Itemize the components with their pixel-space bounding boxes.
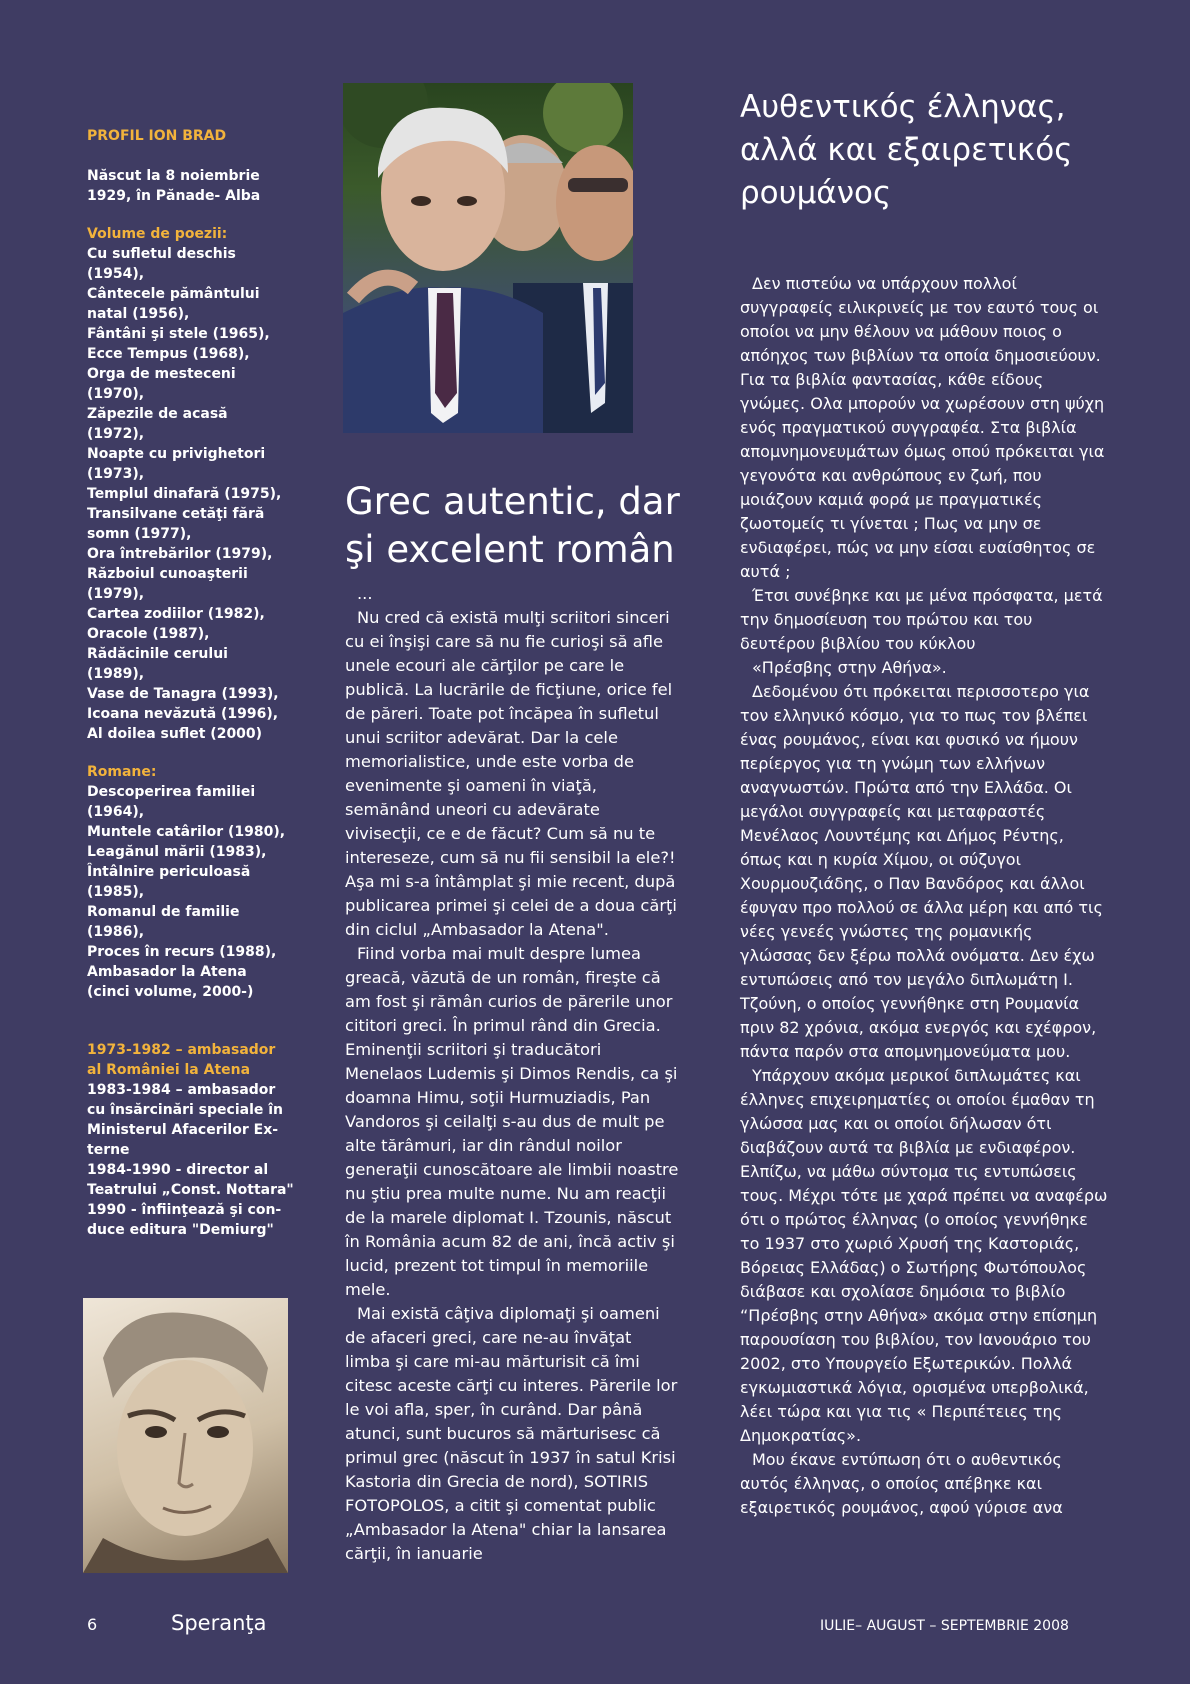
ro-paragraph: Mai există câţiva diplomaţi şi oameni de afaceri greci, care ne-au învăţat limba şi care mi-au mărturisit că îmi citesc aceste cărţi cu interes. Părerile lor le voi afla, sper, în curând. Dar până atunci, sunt bucuros să mărturisesc că primul grec (născut în 1937 în satul Krisi Kastoria din Grecia de nord), SOTIRIS FOTOPOLOS, a citit şi comentat public „Ambasador la Atena" chiar la lansarea cărţii, în ianuarie — [345, 1304, 678, 1563]
birth-info: Născut la 8 noiembrie 1929, în Pănade- Alba — [87, 168, 261, 204]
ro-paragraph: Fiind vorba mai mult despre lumea greacă, văzută de un român, fireşte că am fost şi rămân curios de părerile unor cititori greci. În primul rând din Grecia. Eminenţii scriitori şi traducători Menelaos Ludemis şi Dimos Rendis, ca şi doamna Himu, soţii Hurmuziadis, Pan Vandoros şi ceilalţi s-au dus de mult pe alte tărâmuri, iar din rândul noilor generaţii cunoscătoare ale limbii noastre nu ştiu prea multe nume. Nu am reacţii de la marele diplomat I. Tzounis, născut în România acum 82 de ani, încă activ şi lucid, prezent tot timpul în memoriile mele. — [345, 944, 679, 1299]
page-number: 6 — [87, 1615, 98, 1634]
gr-paragraph: Δεδομένου ότι πρόκειται περισσοτερο για τον ελληνικό κόσμο, για το πως τον βλέπει ένας ρουμάνος, είναι και φυσικό να ήμουν περίεργος για τη γνώμη των ελλήνων αναγνωστών. Πρώτα από την Ελλάδα. Οι μεγάλοι συγγραφείς και μεταφραστές Μενέλαος Λουντέμης και Δήμος Ρέντης, όπως και η κυρία Χίμου, οι σύζυγοι Χουρμουζιάδης, ο Παν Βανδόρος και άλλοι έφυγαν προ πολλού σε άλλα μέρη και από τις νέες γενεές γνώστες της ρομανικής γλώσσας δεν ξέρω πολλά ονόματα. Δεν έχω εντυπώσεις από τον μεγάλο διπλωμάτη Ι. Τζούνη, ο οποίος γεννήθηκε στη Ρουμανία πριν 82 χρόνια, ακόμα ενεργός και εχέφρον, πάντα παρόν στα απομνημονεύματα μου. — [740, 682, 1103, 1061]
ro-paragraph: Nu cred că există mulţi scriitori sinceri cu ei înşişi care să nu fie curioşi să afle unele ecouri ale cărţilor pe care le publică. La lucrările de ficţiune, orice fel de păreri. Toate pot încăpea în sufletul unui scriitor adevărat. Dar la cele memorialistice, unde este vorba de evenimente şi oameni în viaţă, semănând uneori cu adevărate vivisecţii, ce e de făcut? Cum să nu te intereseze, cum să nu fii sensibil la ele?! Aşa mi s-a întâmplat şi mie recent, după publicarea primei şi celei de a doua cărţi din ciclul „Ambasador la Atena". — [345, 608, 677, 939]
group-photo-illustration — [343, 83, 633, 433]
gr-paragraph: Δεν πιστεύω να υπάρχουν πολλοί συγγραφείς ειλικρινείς με τον εαυτό τους οι οποίοι να μην θέλουν να μάθουν ποιος ο απόηχος των βιβλίων τα οποία δημοσιεύουν. Για τα βιβλία φαντασίας, κάθε είδους γνώμες. Ολα μπορούν να χωρέσουν στη ψύχη ενός πραγματικού συγγραφέα. Στα βιβλία απομνημονευμάτων όμως οπού πρόκειται για γεγονότα και ανθρώπους εν ζωή, που μοιάζουν καμιά φορά με πραγματικές ζωοτομείς τι γίνεται ; Πως να μην σε ενδιαφέρει, πώς να μην είσαι ευαίσθητος σε αυτά ; — [740, 274, 1105, 581]
novels-list: Descoperirea familiei (1964), Muntele catârilor (1980), Leagănul mării (1983), Întâlnire periculoasă (1985), Romanul de familie (1986), Proces în recurs (1988), Ambasador la Atena (cinci volume, 2000-) — [87, 784, 286, 1000]
gr-paragraph: Μου έκανε εντύπωση ότι ο αυθεντικός αυτός έλληνας, ο οποίος απέβηκε και εξαιρετικός ρουμάνος, αφού γύρισε ανα — [740, 1450, 1063, 1517]
author-portrait-photo — [83, 1298, 288, 1573]
profile-sidebar — [87, 128, 297, 1240]
gr-paragraph: Έτσι συνέβηκε και με μένα πρόσφατα, μετά την δημοσίευση του πρώτου και του δευτέρου βιβλίου του κύκλου — [740, 586, 1103, 653]
gr-paragraph: Υπάρχουν ακόμα μερικοί διπλωμάτες και έλληνες επιχειρηματίες οι οποίοι έμαθαν τη γλώσσα μας και οι οποίοι δήλωσαν ότι διαβάζουν αυτά τα βιβλία με ενδιαφέρον. Ελπίζω, να μάθω σύντομα τις εντυπώσεις τους. Μέχρι τότε με χαρά πρέπει να αναφέρω ότι ο πρώτος έλληνας (ο οποίος γεννήθηκε το 1937 στο χωριό Χρυσή της Καστοριάς, Βόρειας Ελλάδας) ο Σωτήρης Φωτόπουλος διάβασε και σχολίασε δημόσια το βιβλίο “Πρέσβης στην Αθήνα» ακόμα στην επίσημη παρουσίαση του βιβλίου, τον Ιανουάριο του 2002, στο Υπουργείο Εξωτερικών. Πολλά εγκωμιαστικά λόγια, ορισμένα υπερβολικά, λέει τώρα και για τις « Περιπέτειες της Δημοκρατίας». — [740, 1066, 1108, 1445]
career-heading: 1973-1982 – ambasador al României la Atena — [87, 1042, 276, 1078]
title-ro-text: Grec autentic, dar şi excelent român — [345, 480, 680, 571]
portrait-illustration — [83, 1298, 288, 1573]
ellipsis: ... — [357, 584, 373, 603]
article-title-romanian — [345, 478, 690, 574]
career-list: 1983-1984 – ambasador cu însărcinări speciale în Ministerul Afacerilor Ex- terne 1984-1990 - director al Teatrului „Const. Nottara" 1990 - înfiinţează şi con- duce editura "Demiurg" — [87, 1082, 294, 1238]
novels-heading: Romane: — [87, 764, 157, 780]
gr-paragraph: «Πρέσβης στην Αθήνα». — [752, 658, 947, 677]
article-title-greek — [740, 86, 1160, 215]
article-body-greek — [740, 272, 1110, 1520]
title-gr-text: Αυθεντικός έλληνας, αλλά και εξαιρετικός ρουμάνος — [740, 89, 1073, 211]
group-photo — [343, 83, 633, 433]
magazine-name: Speranţa — [171, 1611, 267, 1635]
article-body-romanian — [345, 582, 680, 1566]
issue-date: IULIE– AUGUST – SEPTEMBRIE 2008 — [820, 1618, 1069, 1634]
poetry-heading: Volume de poezii: — [87, 226, 228, 242]
profile-title: PROFIL ION BRAD — [87, 128, 227, 144]
poetry-list: Cu sufletul deschis (1954), Cântecele pământului natal (1956), Fântâni şi stele (1965), Ecce Tempus (1968), Orga de mesteceni (1970), Zăpezile de acasă (1972), Noapte cu privighetori (1973), Templul dinafară (1975), Transilvane cetăţi fără somn (1977), Ora întrebărilor (1979), Războiul cunoaşterii (1979), Cartea zodiilor (1982), Oracole (1987), Rădăcinile cerului (1989), Vase de Tanagra (1993), Icoana nevăzută (1996), Al doilea suflet (2000) — [87, 246, 282, 742]
